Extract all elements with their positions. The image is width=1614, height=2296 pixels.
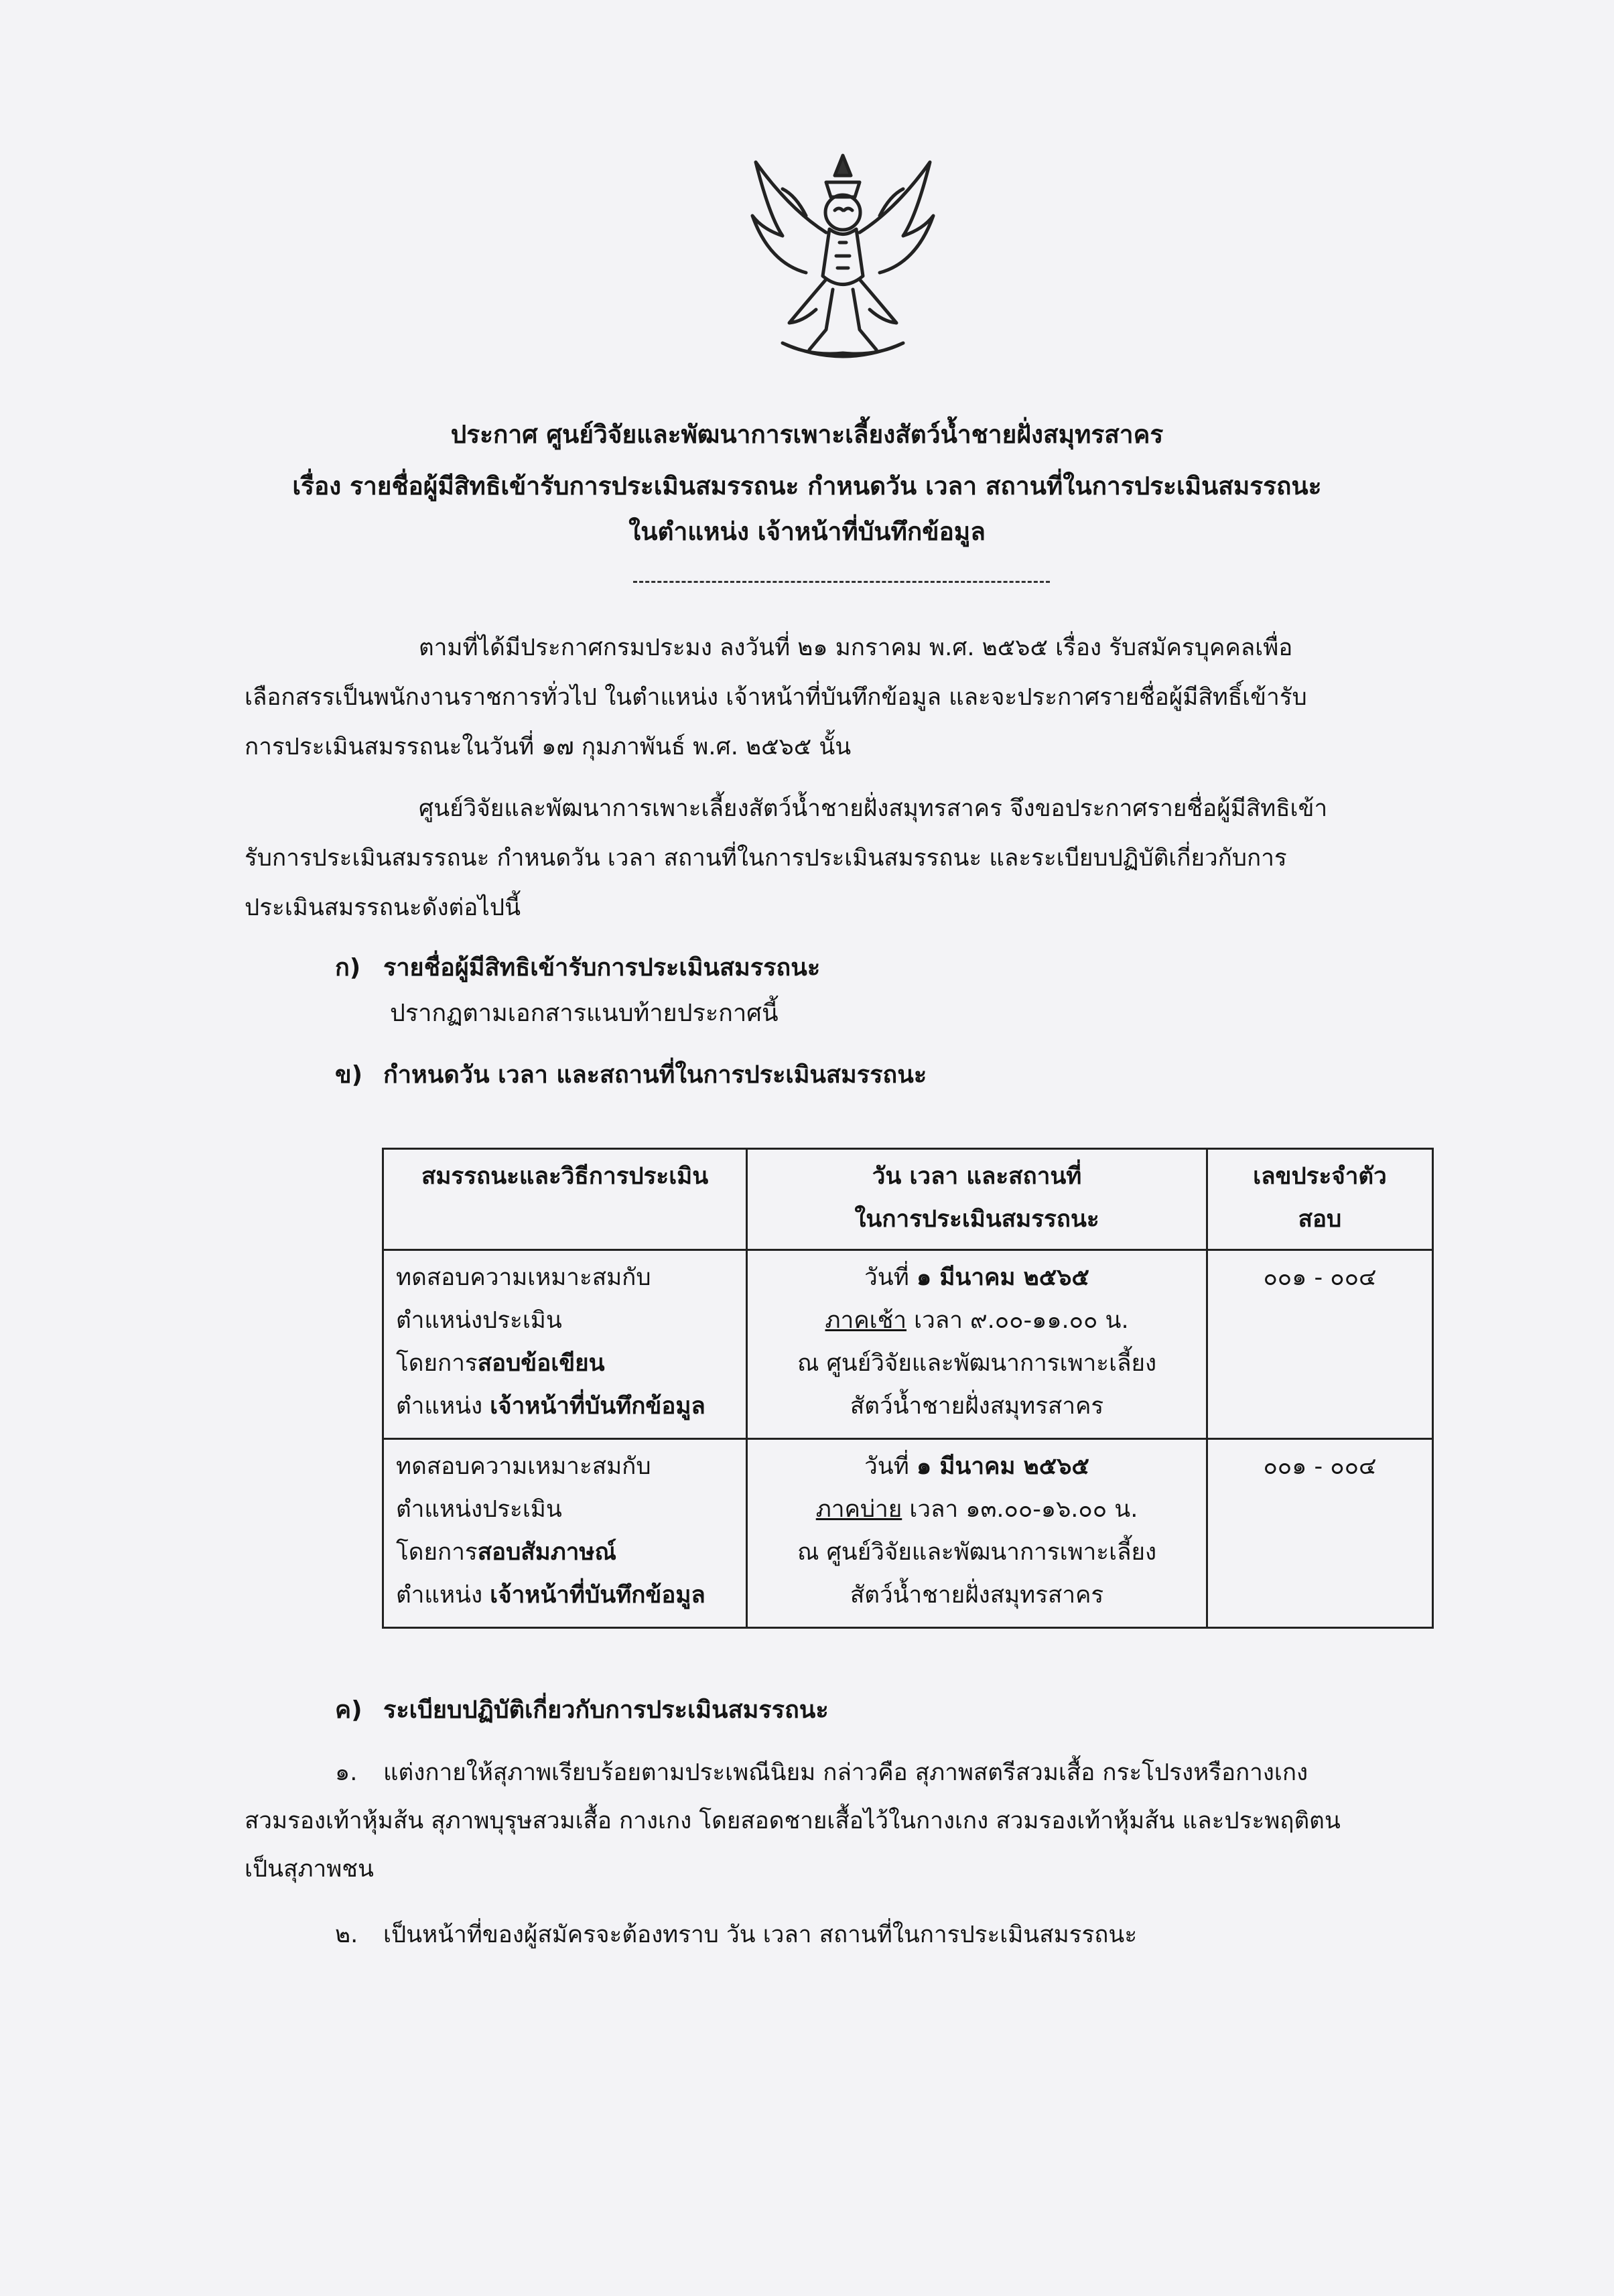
row-2-method-prefix: โดยการ <box>396 1538 478 1566</box>
row-1-datetime <box>747 1250 1207 1438</box>
row-2-place-line: สัตว์น้ำชายฝั่งสมุทรสาคร <box>850 1581 1104 1609</box>
header-datetime-line2: ในการประเมินสมรรถนะ <box>854 1206 1099 1233</box>
title-line-3: ในตำแหน่ง เจ้าหน้าที่บันทึกข้อมูล <box>628 517 986 546</box>
paragraph-1-line: ตามที่ได้มีประกาศกรมประมง ลงวันที่ ๒๑ มกราคม พ.ศ. ๒๕๖๕ เรื่อง รับสมัครบุคคลเพื่อ <box>419 634 1293 661</box>
rule-1-line: เป็นสุภาพชน <box>245 1856 374 1883</box>
paragraph-2-line: รับการประเมินสมรรถนะ กำหนดวัน เวลา สถานที่ในการประเมินสมรรถนะ และระเบียบปฏิบัติเกี่ยวกับการ <box>245 845 1287 872</box>
schedule-table <box>382 1148 1434 1629</box>
row-2-method <box>383 1438 747 1627</box>
header-method-text: สมรรถนะและวิธีการประเมิน <box>421 1163 709 1190</box>
section-a-marker: ก) <box>335 954 361 982</box>
rule-2-line <box>245 1911 1437 1959</box>
section-a-heading <box>335 945 820 992</box>
row-1-method-type: สอบข้อเขียน <box>477 1349 605 1377</box>
row-1-date-value: ๑ มีนาคม ๒๕๖๕ <box>916 1264 1089 1291</box>
row-1-time <box>760 1299 1194 1342</box>
row-1-place-line: สัตว์น้ำชายฝั่งสมุทรสาคร <box>850 1392 1104 1420</box>
table-row <box>383 1438 1433 1627</box>
row-2-time-value: เวลา ๑๓.๐๐-๑๖.๐๐ น. <box>902 1495 1138 1523</box>
row-2-method-line <box>396 1531 734 1574</box>
row-2-method-line: ทดสอบความเหมาะสมกับ <box>396 1453 651 1480</box>
row-2-session: ภาคบ่าย <box>815 1495 902 1523</box>
rule-item-1 <box>245 1749 1437 1893</box>
row-1-position: เจ้าหน้าที่บันทึกข้อมูล <box>490 1392 705 1420</box>
rule-2-text: เป็นหน้าที่ของผู้สมัครจะต้องทราบ วัน เวลา สถานที่ในการประเมินสมรรถนะ <box>383 1921 1138 1948</box>
header-exam-id <box>1207 1149 1432 1250</box>
section-b-heading <box>335 1052 927 1099</box>
row-1-time-value: เวลา ๙.๐๐-๑๑.๐๐ น. <box>906 1306 1129 1334</box>
title-divider <box>633 581 1050 583</box>
row-1-method-line: ตำแหน่งประเมิน <box>396 1306 562 1334</box>
header-datetime <box>747 1149 1207 1250</box>
row-2-place-line: ณ ศูนย์วิจัยและพัฒนาการเพาะเลี้ยง <box>797 1538 1157 1566</box>
paragraph-1-line: เลือกสรรเป็นพนักงานราชการทั่วไป ในตำแหน่ง เจ้าหน้าที่บันทึกข้อมูล และจะประกาศรายชื่อผู้มีสิทธิ์เข้ารับ <box>245 684 1307 711</box>
row-1-exam-ids <box>1207 1250 1432 1438</box>
row-2-exam-ids <box>1207 1438 1432 1627</box>
title-line-2: เรื่อง รายชื่อผู้มีสิทธิเข้ารับการประเมินสมรรถนะ กำหนดวัน เวลา สถานที่ในการประเมินสมรรถนะ <box>292 472 1322 500</box>
section-b-title: กำหนดวัน เวลา และสถานที่ในการประเมินสมรรถนะ <box>383 1061 927 1089</box>
row-1-date-prefix: วันที่ <box>864 1264 917 1291</box>
header-exam-id-line2: สอบ <box>1298 1206 1342 1233</box>
row-2-position-prefix: ตำแหน่ง <box>396 1581 490 1609</box>
row-2-method-type: สอบสัมภาษณ์ <box>477 1538 616 1566</box>
paragraph-2-line: ประเมินสมรรถนะดังต่อไปนี้ <box>245 894 521 921</box>
row-1-session: ภาคเช้า <box>825 1306 907 1334</box>
table-row <box>383 1250 1433 1438</box>
row-1-method-line <box>396 1385 734 1428</box>
garuda-emblem-icon <box>742 149 943 370</box>
row-1-method-line: ทดสอบความเหมาะสมกับ <box>396 1264 651 1291</box>
section-a-text: ปรากฏตามเอกสารแนบท้ายประกาศนี้ <box>390 1000 779 1027</box>
row-1-method <box>383 1250 747 1438</box>
row-2-datetime <box>747 1438 1207 1627</box>
row-2-method-line <box>396 1574 734 1617</box>
section-a-title: รายชื่อผู้มีสิทธิเข้ารับการประเมินสมรรถนะ <box>383 954 821 982</box>
row-2-position: เจ้าหน้าที่บันทึกข้อมูล <box>490 1581 705 1609</box>
row-1-exam-ids-text: ๐๐๑ - ๐๐๔ <box>1263 1264 1377 1291</box>
table-header-row <box>383 1149 1433 1250</box>
header-exam-id-line1: เลขประจำตัว <box>1253 1163 1387 1190</box>
header-datetime-line1: วัน เวลา และสถานที่ <box>872 1163 1082 1190</box>
row-1-position-prefix: ตำแหน่ง <box>396 1392 490 1420</box>
row-2-exam-ids-text: ๐๐๑ - ๐๐๔ <box>1263 1453 1377 1480</box>
row-1-method-prefix: โดยการ <box>396 1349 478 1377</box>
rule-1-line <box>245 1749 1437 1797</box>
rule-1-number: ๑. <box>335 1759 358 1786</box>
section-c-heading <box>335 1687 829 1734</box>
row-1-method-line <box>396 1342 734 1385</box>
section-c-marker: ค) <box>335 1696 362 1724</box>
paragraph-2 <box>245 784 1437 933</box>
paragraph-1-line: การประเมินสมรรถนะในวันที่ ๑๗ กุมภาพันธ์ พ.ศ. ๒๕๖๕ นั้น <box>245 734 852 760</box>
row-1-place-line: ณ ศูนย์วิจัยและพัฒนาการเพาะเลี้ยง <box>797 1349 1157 1377</box>
row-1-date <box>760 1256 1194 1299</box>
paragraph-2-line: ศูนย์วิจัยและพัฒนาการเพาะเลี้ยงสัตว์น้ำชายฝั่งสมุทรสาคร จึงขอประกาศรายชื่อผู้มีสิทธิเข้า <box>419 795 1328 822</box>
row-2-date-value: ๑ มีนาคม ๒๕๖๕ <box>916 1453 1089 1480</box>
rule-1-line: สวมรองเท้าหุ้มส้น สุภาพบุรุษสวมเสื้อ กางเกง โดยสอดชายเสื้อไว้ในกางเกง สวมรองเท้าหุ้มส้น และประพฤติตน <box>245 1808 1341 1834</box>
title-line-1: ประกาศ ศูนย์วิจัยและพัฒนาการเพาะเลี้ยงสัตว์น้ำชายฝั่งสมุทรสาคร <box>450 420 1164 449</box>
header-method <box>383 1149 747 1250</box>
rule-1-text: แต่งกายให้สุภาพเรียบร้อยตามประเพณีนิยม กล่าวคือ สุภาพสตรีสวมเสื้อ กระโปรงหรือกางเกง <box>383 1759 1308 1786</box>
row-2-date-prefix: วันที่ <box>864 1453 917 1480</box>
section-b-marker: ข) <box>335 1061 363 1089</box>
row-2-time <box>760 1488 1194 1531</box>
paragraph-1 <box>245 623 1437 772</box>
rule-2-number: ๒. <box>335 1921 358 1948</box>
section-c-title: ระเบียบปฏิบัติเกี่ยวกับการประเมินสมรรถนะ <box>383 1696 829 1724</box>
row-2-date <box>760 1445 1194 1488</box>
row-2-method-line: ตำแหน่งประเมิน <box>396 1495 562 1523</box>
rule-item-2 <box>245 1911 1437 1959</box>
